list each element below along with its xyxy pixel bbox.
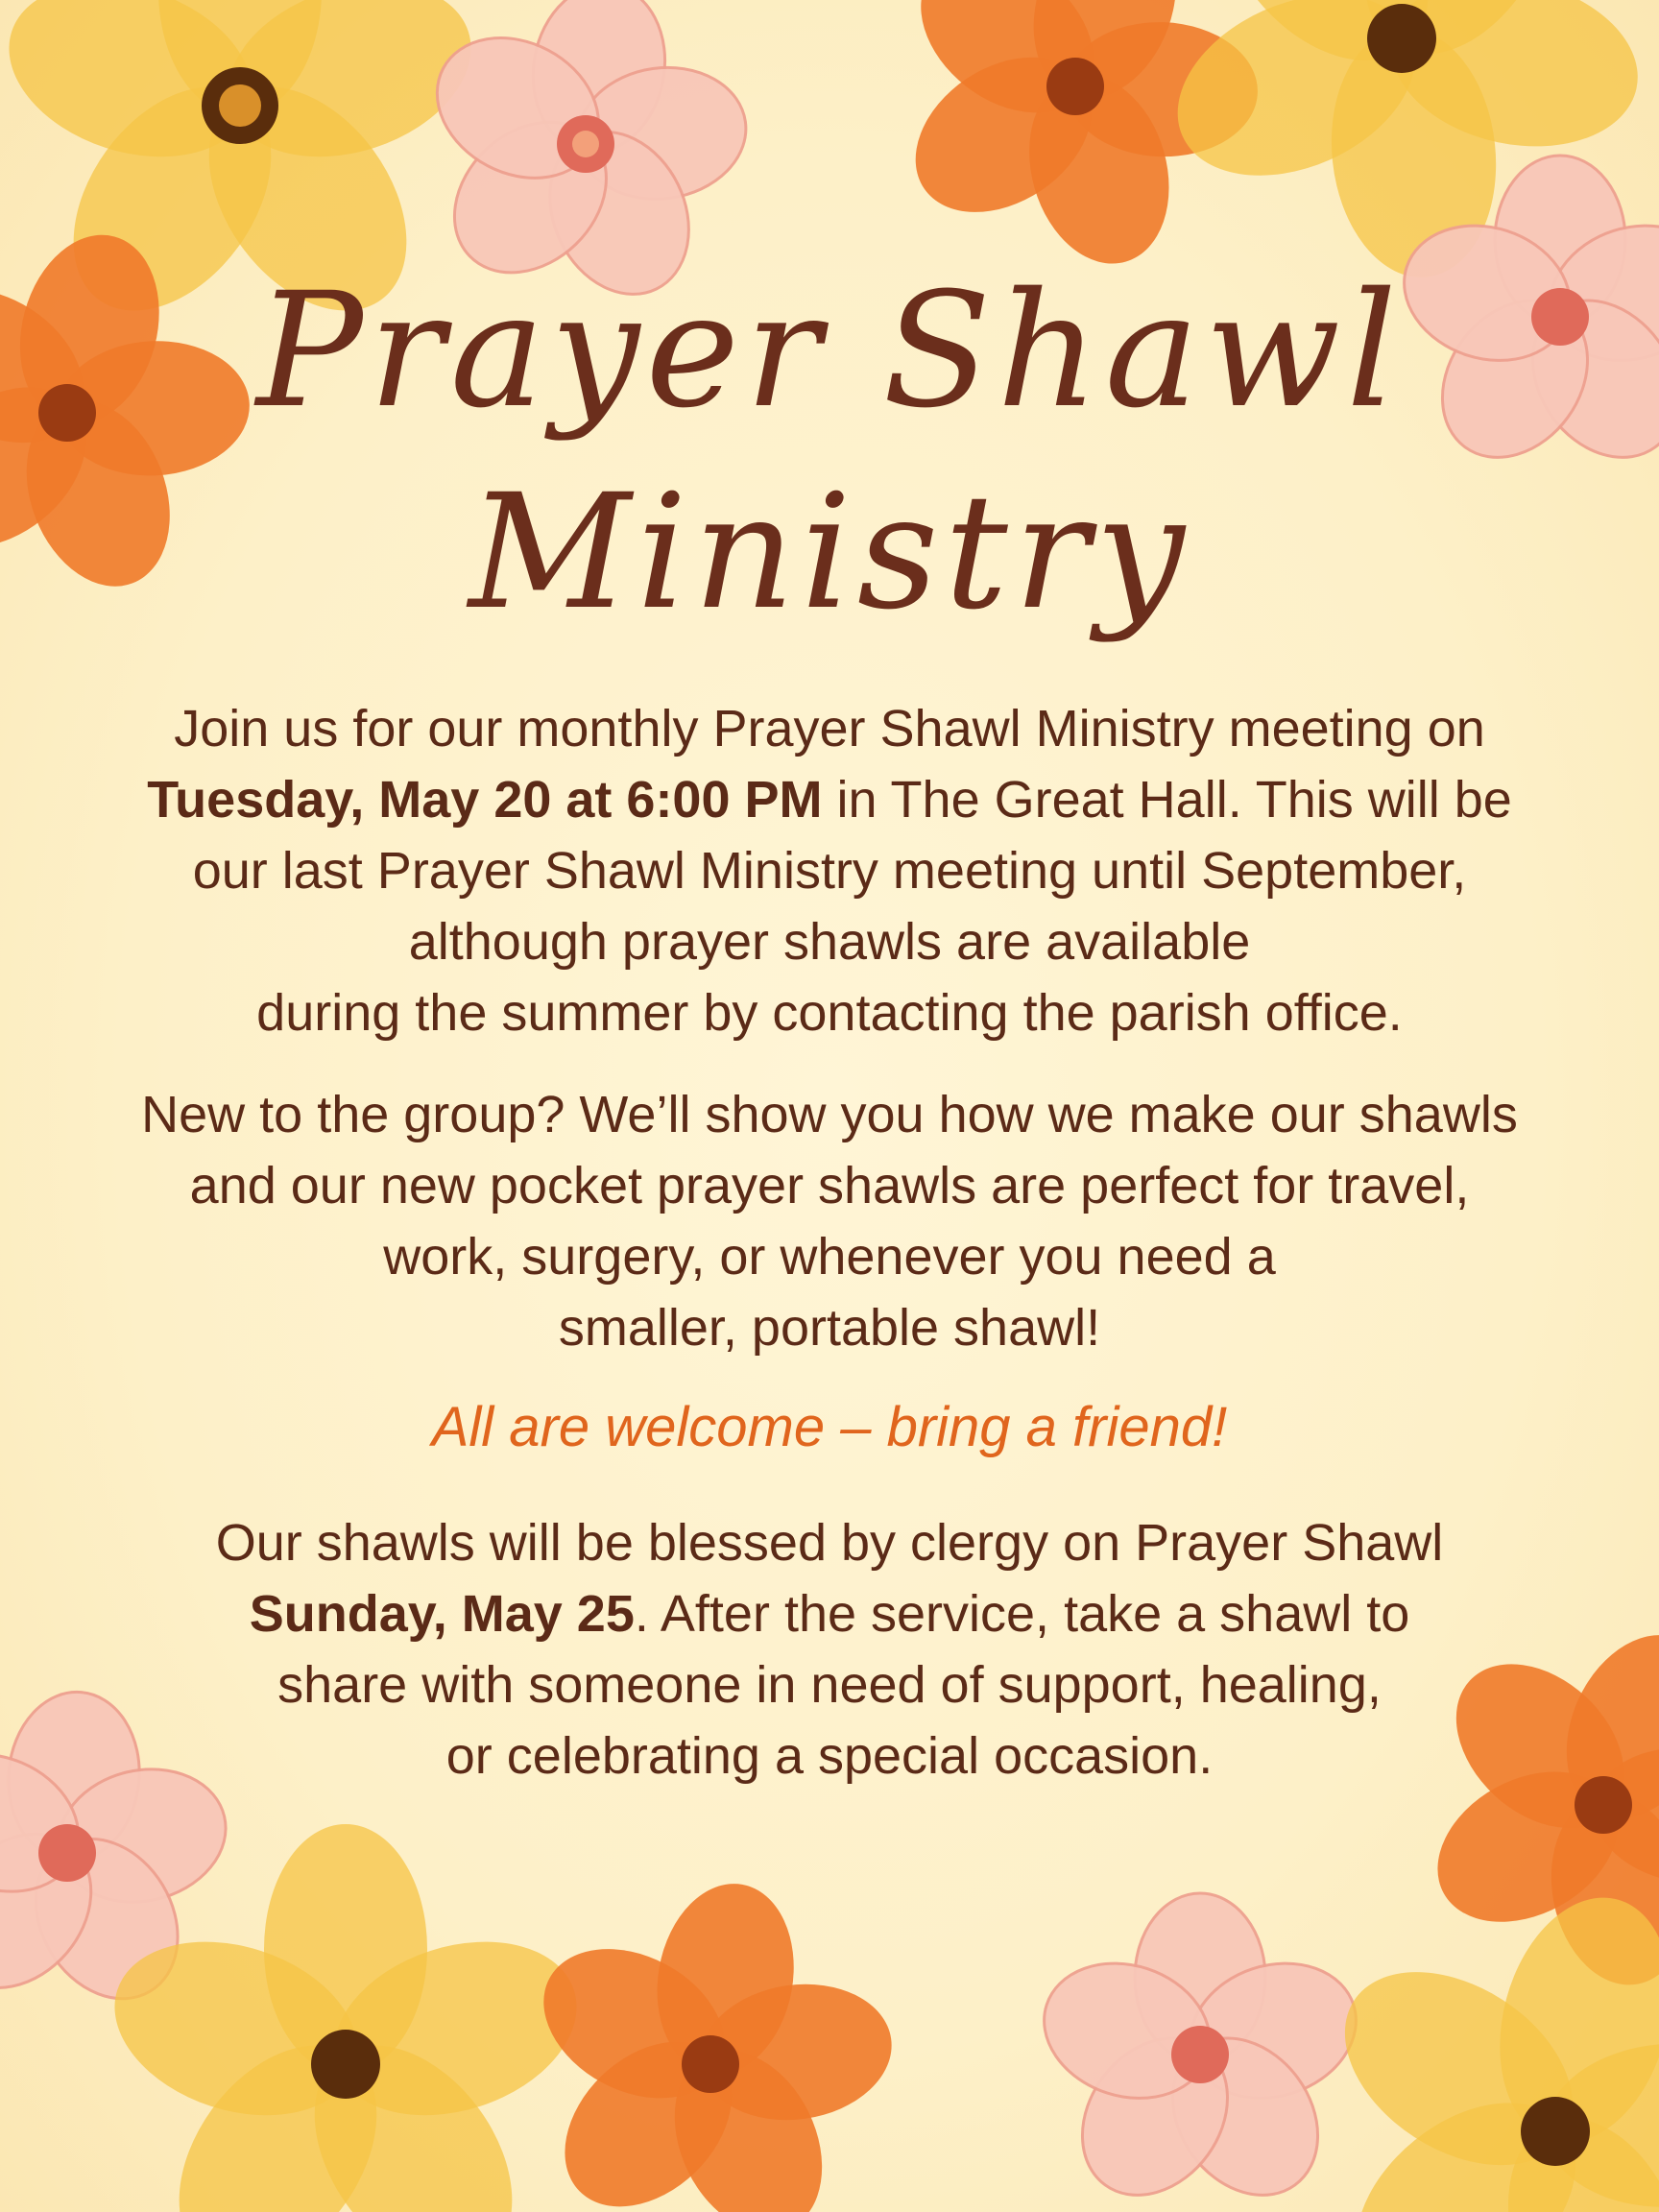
meeting-date: Tuesday, May 20 at 6:00 PM	[147, 771, 823, 829]
text-line: New to the group? We’ll show you how we make our shawls	[141, 1086, 1518, 1143]
watercolor-flower-icon	[1310, 1879, 1659, 2212]
watercolor-flower-icon	[1026, 1893, 1374, 2212]
text-line: . After the service, take a shawl to	[634, 1585, 1410, 1643]
text-line: during the summer by contacting the parish office.	[256, 984, 1403, 1042]
text-line: although prayer shawls are available	[408, 913, 1251, 971]
text-line: in The Great Hall. This will be	[822, 771, 1512, 829]
newcomers-paragraph	[115, 1079, 1544, 1363]
meeting-paragraph	[115, 693, 1544, 1048]
text-line: and our new pocket prayer shawls are perfect for travel,	[189, 1157, 1470, 1214]
watercolor-flower-icon	[517, 1873, 901, 2212]
blessing-paragraph	[115, 1507, 1544, 1791]
title-line: Prayer Shawl	[255, 258, 1404, 443]
text-line: Our shawls will be blessed by clergy on Prayer Shawl	[215, 1514, 1444, 1572]
text-line: work, surgery, or whenever you need a	[383, 1228, 1276, 1286]
text-line: Join us for our monthly Prayer Shawl Ministry meeting on	[174, 700, 1485, 757]
welcome-tagline: All are welcome – bring a friend!	[431, 1396, 1228, 1458]
text-line: our last Prayer Shawl Ministry meeting until September,	[192, 842, 1467, 900]
text-line: smaller, portable shawl!	[558, 1299, 1101, 1357]
text-line: or celebrating a special occasion.	[445, 1727, 1214, 1785]
text-line: share with someone in need of support, healing,	[277, 1656, 1382, 1714]
title-line: Ministry	[469, 460, 1190, 644]
blessing-date: Sunday, May 25	[249, 1585, 635, 1643]
